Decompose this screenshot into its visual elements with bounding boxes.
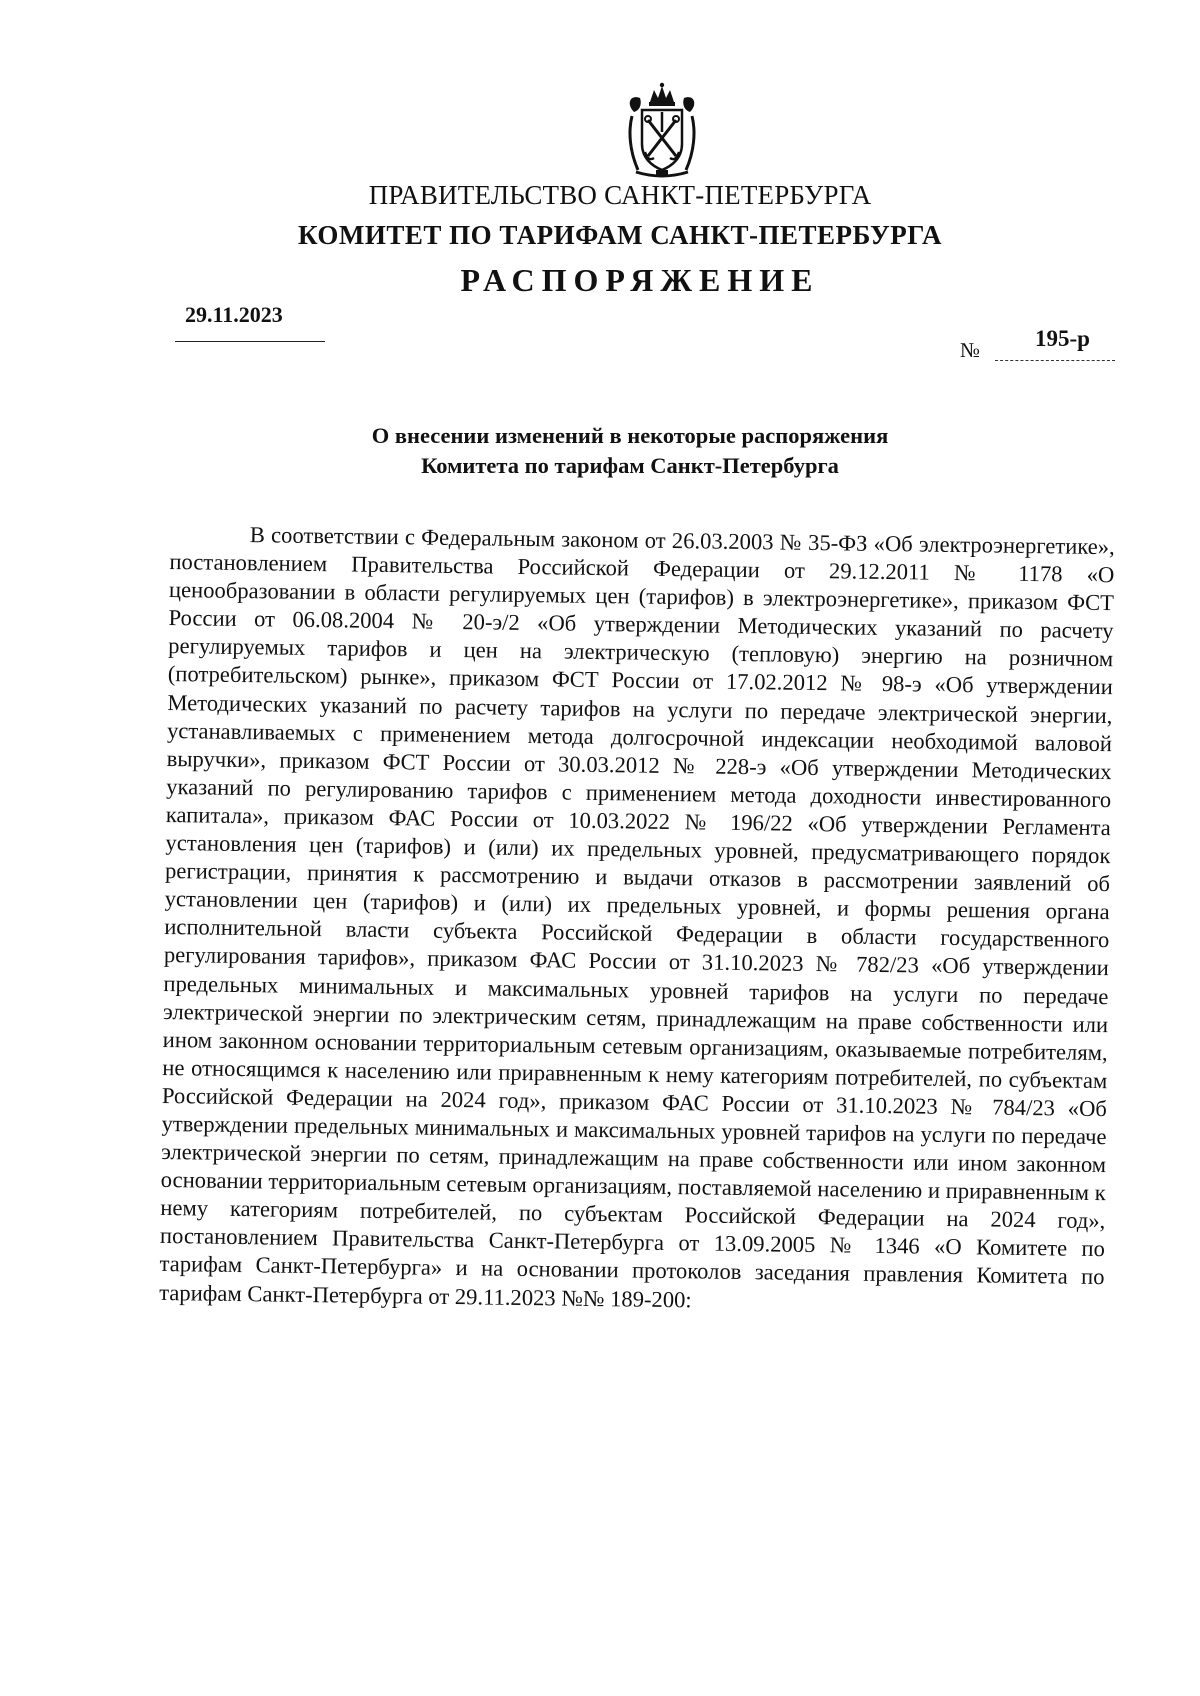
document-type: РАСПОРЯЖЕНИЕ [460,262,820,298]
government-name: ПРАВИТЕЛЬСТВО САНКТ-ПЕТЕРБУРГА [368,180,872,210]
document-number-label: № [960,338,981,362]
document-title-line-2: Комитета по тарифам Санкт-Петербурга [421,453,839,478]
date-underline [175,341,325,342]
saint-petersburg-coat-of-arms-icon [612,82,712,182]
number-underline [995,360,1115,361]
committee-name: КОМИТЕТ ПО ТАРИФАМ САНКТ-ПЕТЕРБУРГА [298,220,942,250]
document-date: 29.11.2023 [185,302,283,327]
body-paragraph: В соответствии с Федеральным законом от 26.03.2003 № 35-ФЗ «Об электроэнергетике», постановлением Правительства Российской Федерации от 29.12.2011 № 1178 «О ценообразовании в области регулируемых цен (тарифов) в электроэнергетике», приказом ФСТ России от 06.08.2004 № 20-э/2 «Об утверждении Методических указаний по расчету регулируемых тарифов и цен на электрическую (тепловую) энергию на розничном (потребительском) рынке», приказом ФСТ России от 17.02.2012 № 98-э «Об утверждении Методических указаний по расчету тарифов на услуги по передаче электрической энергии, устанавливаемых с применением метода долгосрочной индексации необходимой валовой выручки», приказом ФСТ России от 30.03.2012 № 228-э «Об утверждении Методических указаний по регулированию тарифов с применением метода доходности инвестированного капитала», приказом ФАС России от 10.03.2022 № 196/22 «Об утверждении Регламента установления цен (тарифов) и (или) их предельных уровней, предусматривающего порядок регистрации, принятия к рассмотрению и выдачи отказов в рассмотрении заявлений об установлении цен (тарифов) и (или) их предельных уровней, и формы решения органа исполнительной власти субъекта Российской Федерации в области государственного регулирования тарифов», приказом ФАС России от 31.10.2023 № 782/23 «Об утверждении предельных минимальных и максимальных уровней тарифов на услуги по передаче электрической энергии по электрическим сетям, принадлежащим на праве собственности или ином законном основании территориальным сетевым организациям, оказываемые потребителям, не относящимся к населению или приравненным к нему категориям потребителей, по субъектам Российской Федерации на 2024 год», приказом ФАС России от 31.10.2023 № 784/23 «Об утверждении предельных минимальных и максимальных уровней тарифов на услуги по передаче электрической энергии по сетям, принадлежащим на праве собственности или ином законном основании территориальным сетевым организациям, поставляемой населению и приравненным к нему категориям потребителей, по субъектам Российской Федерации на 2024 год», постановлением Правительства Санкт-Петербурга от 13.09.2005 № 1346 «О Комитете по тарифам Санкт-Петербурга» и на основании протоколов заседания правления Комитета по тарифам Санкт-Петербурга от 29.11.2023 №№ 189-200: [159,522,1115,1312]
document-title-line-1: О внесении изменений в некоторые распоряжения [371,423,889,448]
document-number: 195-р [1035,326,1090,351]
